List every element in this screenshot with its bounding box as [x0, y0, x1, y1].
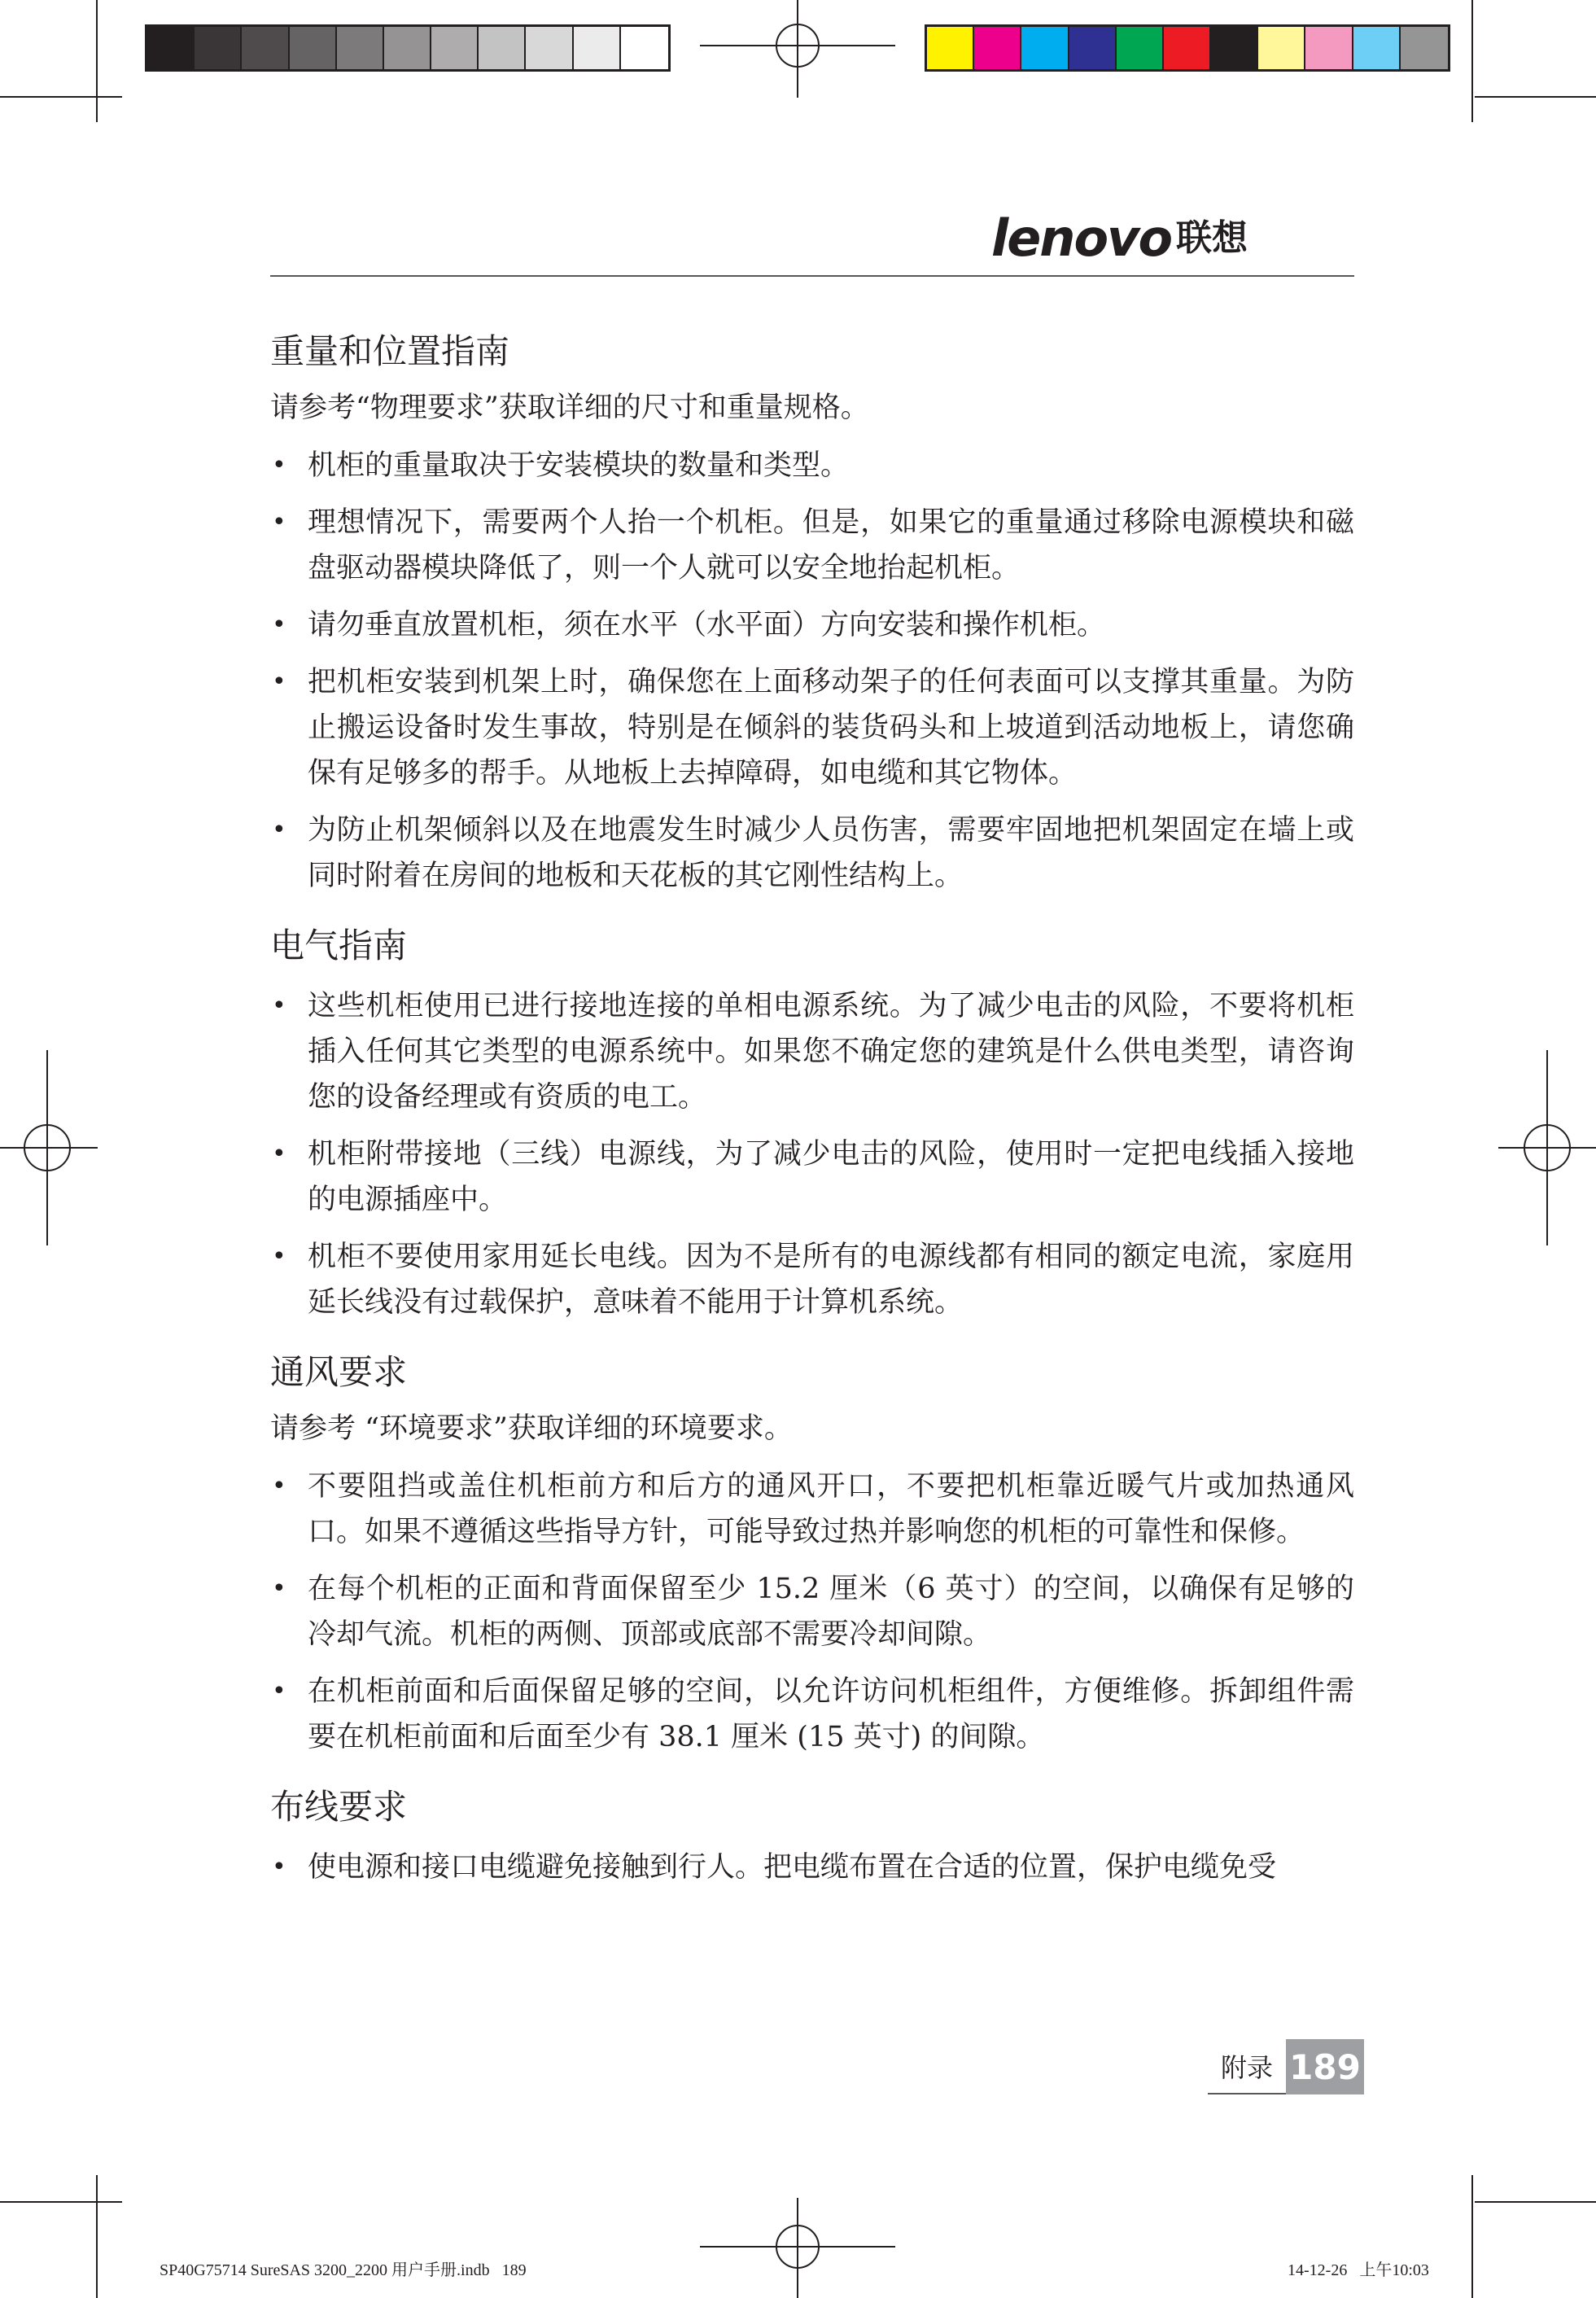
list-item — [270, 1131, 1354, 1223]
color-swatch — [431, 27, 479, 69]
section-title: 通风要求 — [270, 1352, 408, 1392]
section-title: 重量和位置指南 — [270, 331, 510, 371]
list-item — [270, 1234, 1354, 1325]
list-item-text: 请勿垂直放置机柜，须在水平（水平面）方向安装和操作机柜。 — [308, 609, 1106, 641]
color-swatch — [526, 27, 573, 69]
list-item — [270, 983, 1354, 1120]
crop-mark — [1471, 2175, 1473, 2298]
crop-mark — [0, 96, 122, 98]
list-item-text: 使电源和接口电缆避免接触到行人。把电缆布置在合适的位置，保护电缆免受 — [308, 1851, 1277, 1884]
registration-mark-top — [700, 0, 895, 98]
color-swatch — [337, 27, 384, 69]
color-swatch — [1211, 27, 1258, 69]
color-swatch — [242, 27, 289, 69]
document-body — [270, 326, 1354, 1890]
bullet-icon: • — [272, 1140, 286, 1168]
color-swatch — [974, 27, 1021, 69]
list-item — [270, 500, 1354, 591]
list-item-text: 把机柜安装到机架上时，确保您在上面移动架子的任何表面可以支撑其重量。为防止搬运设备时发生事故，特别是在倾斜的装货码头和上坡道到活动地板上，请您确保有足够多的帮手。从地板上去掉障碍，如电缆和其它物体。 — [308, 666, 1354, 790]
registration-mark-right — [1498, 1050, 1596, 1245]
print-slug-left: SP40G75714 SureSAS 3200_2200 用户手册.indb 189 — [160, 2261, 527, 2279]
bullet-icon: • — [272, 668, 286, 696]
bullet-icon: • — [272, 1574, 286, 1603]
color-swatch — [384, 27, 431, 69]
bullet-icon: • — [272, 1242, 286, 1271]
color-swatch — [479, 27, 526, 69]
color-swatch — [1069, 27, 1117, 69]
section-intro: 请参考 “环境要求”获取详细的环境要求。 — [270, 1412, 793, 1445]
color-swatch — [927, 27, 974, 69]
list-item — [270, 1669, 1354, 1760]
list-item-text: 机柜的重量取决于安装模块的数量和类型。 — [308, 449, 850, 482]
color-swatch — [1117, 27, 1164, 69]
bullet-icon: • — [272, 611, 286, 639]
color-swatch — [147, 27, 195, 69]
color-swatch — [1164, 27, 1211, 69]
lenovo-logo — [991, 208, 1248, 268]
crop-mark — [1475, 2201, 1596, 2203]
crop-mark — [96, 2175, 98, 2298]
bullet-icon: • — [272, 508, 286, 536]
color-swatch — [195, 27, 242, 69]
color-swatch — [1305, 27, 1353, 69]
color-swatch — [1258, 27, 1305, 69]
list-item — [270, 1566, 1354, 1657]
registration-mark-bottom — [700, 2198, 895, 2298]
list-item-text: 在每个机柜的正面和背面保留至少 15.2 厘米（6 英寸）的空间，以确保有足够的冷却气流。机柜的两侧、顶部或底部不需要冷却间隙。 — [308, 1573, 1354, 1651]
crop-mark — [0, 2201, 122, 2203]
section-weight-location — [270, 326, 1354, 899]
section-intro: 请参考“物理要求”获取详细的尺寸和重量规格。 — [270, 392, 869, 424]
list-item-text: 理想情况下，需要两个人抬一个机柜。但是，如果它的重量通过移除电源模块和磁盘驱动器模块降低了，则一个人就可以安全地抬起机柜。 — [308, 506, 1354, 584]
bullet-list — [270, 983, 1354, 1325]
page-footer-marker — [1208, 2039, 1364, 2094]
list-item — [270, 1845, 1354, 1890]
color-swatch — [574, 27, 621, 69]
section-cabling — [270, 1781, 1354, 1890]
color-swatch — [621, 27, 668, 69]
crop-mark — [1471, 0, 1473, 122]
list-item-text: 机柜附带接地（三线）电源线，为了减少电击的风险，使用时一定把电线插入接地的电源插座中。 — [308, 1138, 1354, 1216]
bullet-icon: • — [272, 451, 286, 479]
list-item — [270, 443, 1354, 488]
bullet-list — [270, 1845, 1354, 1890]
section-electrical — [270, 920, 1354, 1325]
bullet-icon: • — [272, 1677, 286, 1705]
bullet-icon: • — [272, 816, 286, 844]
bullet-icon: • — [272, 1472, 286, 1500]
list-item — [270, 602, 1354, 648]
color-swatch — [290, 27, 337, 69]
section-title: 电气指南 — [270, 926, 408, 965]
process-color-bar — [925, 24, 1450, 72]
crop-mark — [96, 0, 98, 122]
list-item-text: 机柜不要使用家用延长电线。因为不是所有的电源线都有相同的额定电流，家庭用延长线没有过载保护，意味着不能用于计算机系统。 — [308, 1241, 1354, 1319]
list-item — [270, 659, 1354, 796]
bullet-icon: • — [272, 991, 286, 1020]
registration-mark-left — [0, 1050, 98, 1245]
section-title: 布线要求 — [270, 1787, 408, 1827]
bullet-list — [270, 443, 1354, 899]
bullet-icon: • — [272, 1853, 286, 1881]
color-swatch — [1021, 27, 1069, 69]
list-item-text: 在机柜前面和后面保留足够的空间，以允许访问机柜组件，方便维修。拆卸组件需要在机柜前面和后面至少有 38.1 厘米 (15 英寸) 的间隙。 — [308, 1675, 1354, 1753]
crop-mark — [1475, 96, 1596, 98]
list-item — [270, 1464, 1354, 1555]
logo-chinese: 联想 — [1176, 217, 1248, 259]
color-swatch — [1401, 27, 1448, 69]
page-number: 189 — [1286, 2039, 1364, 2094]
bullet-list — [270, 1464, 1354, 1760]
section-ventilation — [270, 1346, 1354, 1760]
list-item-text: 为防止机架倾斜以及在地震发生时减少人员伤害，需要牢固地把机架固定在墙上或同时附着在房间的地板和天花板的其它刚性结构上。 — [308, 814, 1354, 892]
print-slug-right: 14-12-26 上午10:03 — [1288, 2261, 1429, 2279]
grayscale-color-bar — [145, 24, 671, 72]
logo-wordmark: lenovo — [991, 208, 1172, 268]
list-item-text: 不要阻挡或盖住机柜前方和后方的通风开口，不要把机柜靠近暖气片或加热通风口。如果不遵循这些指导方针，可能导致过热并影响您的机柜的可靠性和保修。 — [308, 1470, 1354, 1548]
appendix-label: 附录 — [1208, 2039, 1286, 2094]
list-item — [270, 808, 1354, 899]
header-rule — [270, 275, 1354, 277]
list-item-text: 这些机柜使用已进行接地连接的单相电源系统。为了减少电击的风险，不要将机柜插入任何其它类型的电源系统中。如果您不确定您的建筑是什么供电类型，请咨询您的设备经理或有资质的电工。 — [308, 990, 1354, 1114]
color-swatch — [1353, 27, 1401, 69]
